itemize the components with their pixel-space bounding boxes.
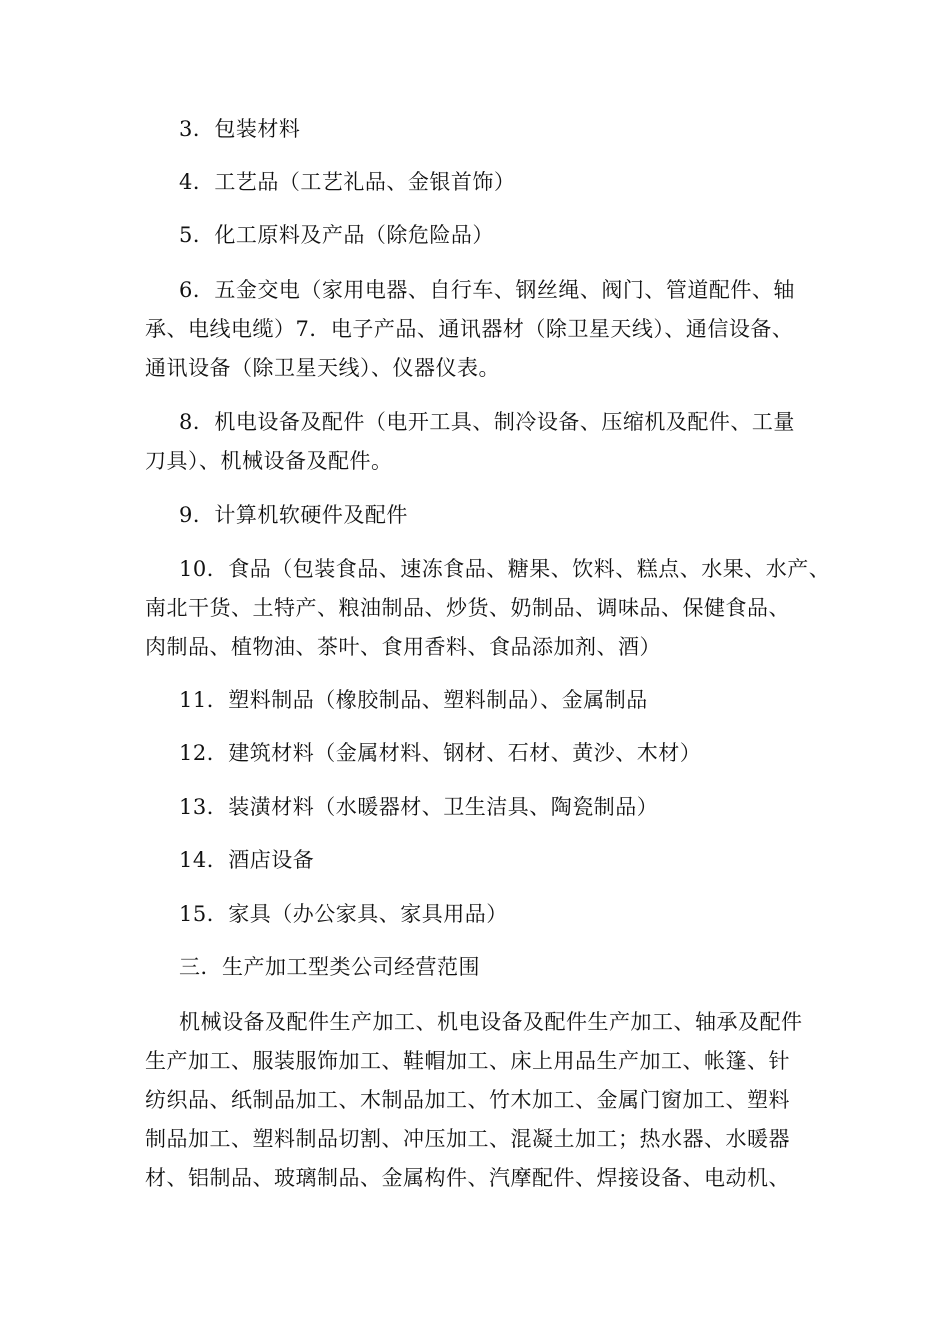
paragraph-line: 8．机电设备及配件（电开工具、制冷设备、压缩机及配件、工量 xyxy=(179,410,795,434)
paragraph-line: 13．装潢材料（水暖器材、卫生洁具、陶瓷制品） xyxy=(179,795,659,819)
list-item-computer xyxy=(145,496,825,535)
paragraph-line: 10．食品（包装食品、速冻食品、糖果、饮料、糕点、水果、水产、 xyxy=(179,557,831,581)
paragraph-line: 材、铝制品、玻璃制品、金属构件、汽摩配件、焊接设备、电动机、 xyxy=(145,1166,790,1190)
list-item-electromechanical xyxy=(145,403,825,481)
paragraph-line: 14．酒店设备 xyxy=(179,848,315,872)
list-item-packaging xyxy=(145,110,825,149)
list-item-food xyxy=(145,550,831,667)
paragraph-line: 三．生产加工型类公司经营范围 xyxy=(179,955,480,979)
paragraph-line: 承、电线电缆）7．电子产品、通讯器材（除卫星天线）、通信设备、 xyxy=(145,317,794,341)
list-item-hotel xyxy=(145,841,825,880)
paragraph-line: 生产加工、服装服饰加工、鞋帽加工、床上用品生产加工、帐篷、针 xyxy=(145,1049,790,1073)
paragraph-line: 南北干货、土特产、粮油制品、炒货、奶制品、调味品、保健食品、 xyxy=(145,596,790,620)
list-item-furniture xyxy=(145,895,825,934)
paragraph-line: 15．家具（办公家具、家具用品） xyxy=(179,902,508,926)
list-item-decoration xyxy=(145,788,825,827)
list-item-hardware-electronics xyxy=(145,271,825,388)
paragraph-line: 制品加工、塑料制品切割、冲压加工、混凝土加工；热水器、水暖器 xyxy=(145,1127,790,1151)
paragraph-line: 12．建筑材料（金属材料、钢材、石材、黄沙、木材） xyxy=(179,741,702,765)
list-item-building-materials xyxy=(145,734,825,773)
paragraph-line: 通讯设备（除卫星天线）、仪器仪表。 xyxy=(145,356,500,380)
paragraph-line: 肉制品、植物油、茶叶、食用香料、食品添加剂、酒） xyxy=(145,635,661,659)
paragraph-line: 4．工艺品（工艺礼品、金银首饰） xyxy=(179,170,516,194)
paragraph-line: 刀具）、机械设备及配件。 xyxy=(145,449,393,473)
paragraph-line: 机械设备及配件生产加工、机电设备及配件生产加工、轴承及配件 xyxy=(179,1010,803,1034)
paragraph-line: 6．五金交电（家用电器、自行车、钢丝绳、阀门、管道配件、轴 xyxy=(179,278,795,302)
paragraph-line: 5．化工原料及产品（除危险品） xyxy=(179,223,494,247)
list-item-crafts xyxy=(145,163,825,202)
paragraph-line: 11．塑料制品（橡胶制品、塑料制品）、金属制品 xyxy=(179,688,648,712)
section-heading xyxy=(145,948,825,987)
paragraph-line: 9．计算机软硬件及配件 xyxy=(179,503,408,527)
list-item-chemicals xyxy=(145,216,825,255)
list-item-plastics xyxy=(145,681,825,720)
paragraph-line: 纺织品、纸制品加工、木制品加工、竹木加工、金属门窗加工、塑料 xyxy=(145,1088,790,1112)
section-body xyxy=(145,1003,825,1198)
paragraph-line: 3．包装材料 xyxy=(179,117,301,141)
